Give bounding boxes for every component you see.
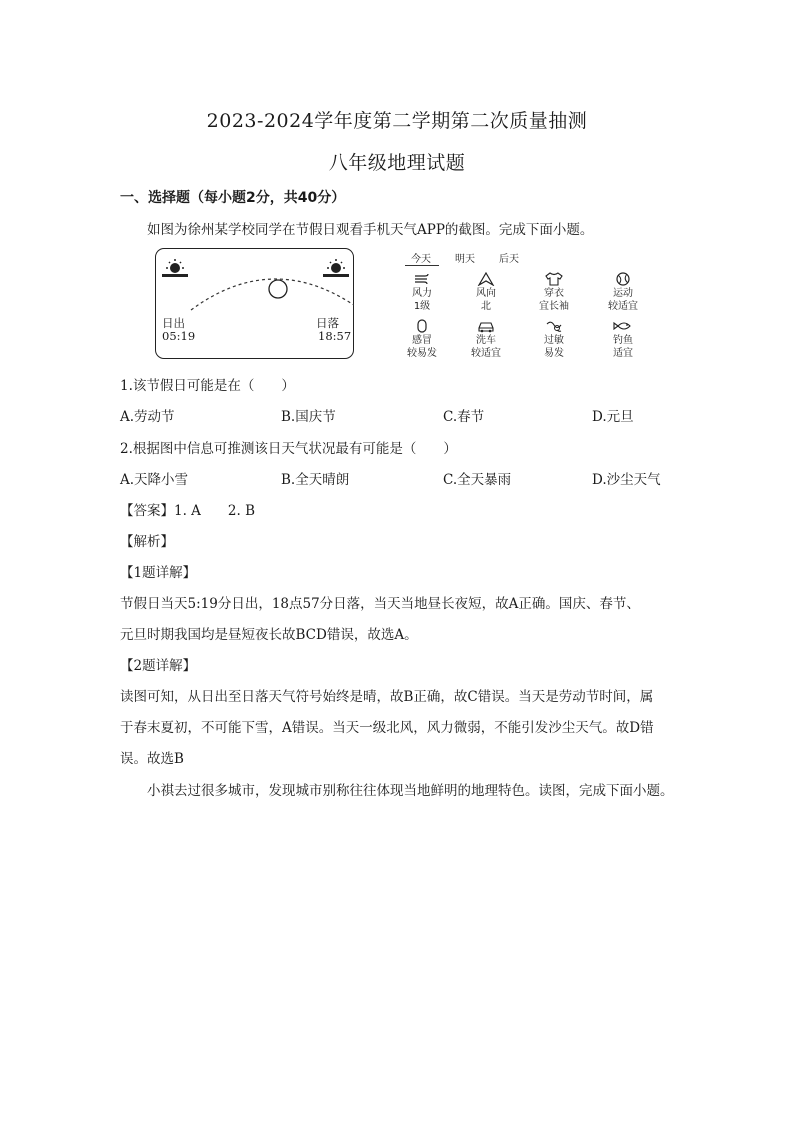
section-heading: 一、选择题（每小题2分，共40分） bbox=[120, 190, 346, 206]
q1-option-c: C.春节 bbox=[443, 409, 485, 425]
index-sport: 运动 较适宜 bbox=[593, 272, 653, 313]
tab-tomorrow[interactable]: 明天 bbox=[455, 254, 475, 265]
wind-icon bbox=[413, 272, 431, 286]
wind-direction-icon bbox=[477, 272, 495, 286]
index-wind-direction: 风向 北 bbox=[456, 272, 516, 313]
q1-option-a: A.劳动节 bbox=[120, 409, 175, 425]
answer-line: 【答案】1. A 2. B bbox=[120, 503, 256, 519]
index-wind-force: 风力 1级 bbox=[392, 272, 452, 313]
index-cold: 感冒 较易发 bbox=[392, 319, 452, 360]
sun-position-icon bbox=[269, 280, 287, 298]
tab-active-underline bbox=[405, 265, 439, 266]
detail-1-line-2: 元旦时期我国均是昼短夜长故BCD错误，故选A。 bbox=[120, 627, 418, 643]
q2-option-c: C.全天暴雨 bbox=[443, 472, 512, 488]
index-fishing: 钓鱼 适宜 bbox=[593, 319, 653, 360]
cold-icon bbox=[413, 319, 431, 333]
detail-2-line-1: 读图可知，从日出至日落天气符号始终是晴，故B正确，故C错误。当天是劳动节时间，属 bbox=[120, 689, 654, 705]
sunrise-time: 05:19 bbox=[162, 329, 196, 343]
index-allergy: 过敏 易发 bbox=[524, 319, 584, 360]
sunset-sun-icon bbox=[323, 259, 349, 277]
sunset-label: 日落 bbox=[316, 316, 339, 330]
next-question-intro: 小祺去过很多城市，发现城市别称往往体现当地鲜明的地理特色。读图，完成下面小题。 bbox=[147, 783, 674, 799]
question-1-stem: 1.该节假日可能是在（ ） bbox=[120, 378, 295, 394]
sunrise-sun-icon bbox=[162, 259, 188, 277]
car-wash-icon bbox=[477, 319, 495, 333]
q1-option-b: B.国庆节 bbox=[281, 409, 336, 425]
detail-1-heading: 【1题详解】 bbox=[120, 565, 197, 581]
q1-option-d: D.元旦 bbox=[592, 409, 634, 425]
detail-2-line-2: 于春末夏初，不可能下雪，A错误。当天一级北风，风力微弱，不能引发沙尘天气。故D错 bbox=[120, 720, 654, 736]
sport-icon bbox=[614, 272, 632, 286]
index-clothing: 穿衣 宜长袖 bbox=[524, 272, 584, 313]
exam-subtitle: 八年级地理试题 bbox=[328, 152, 466, 174]
question-2-stem: 2.根据图中信息可推测该日天气状况最有可能是（ ） bbox=[120, 441, 457, 457]
question-intro: 如图为徐州某学校同学在节假日观看手机天气APP的截图。完成下面小题。 bbox=[147, 222, 594, 238]
tab-today[interactable]: 今天 bbox=[411, 254, 431, 265]
sunrise-label: 日出 bbox=[162, 316, 185, 330]
clothing-icon bbox=[545, 272, 563, 286]
tab-day-after[interactable]: 后天 bbox=[499, 254, 519, 265]
sun-path-card bbox=[155, 248, 354, 359]
detail-2-heading: 【2题详解】 bbox=[120, 658, 197, 674]
allergy-icon bbox=[545, 319, 563, 333]
sunset-time: 18:57 bbox=[318, 329, 352, 343]
fishing-icon bbox=[612, 319, 634, 333]
q2-option-b: B.全天晴朗 bbox=[281, 472, 350, 488]
exam-title: 2023-2024学年度第二学期第二次质量抽测 bbox=[206, 110, 588, 132]
q2-option-a: A.天降小雪 bbox=[120, 472, 189, 488]
detail-1-line-1: 节假日当天5:19分日出，18点57分日落，当天当地昼长夜短，故A正确。国庆、春节、 bbox=[120, 596, 640, 612]
index-car-wash: 洗车 较适宜 bbox=[456, 319, 516, 360]
detail-2-line-3: 误。故选B bbox=[120, 751, 184, 767]
analysis-heading: 【解析】 bbox=[120, 534, 174, 550]
q2-option-d: D.沙尘天气 bbox=[592, 472, 661, 488]
